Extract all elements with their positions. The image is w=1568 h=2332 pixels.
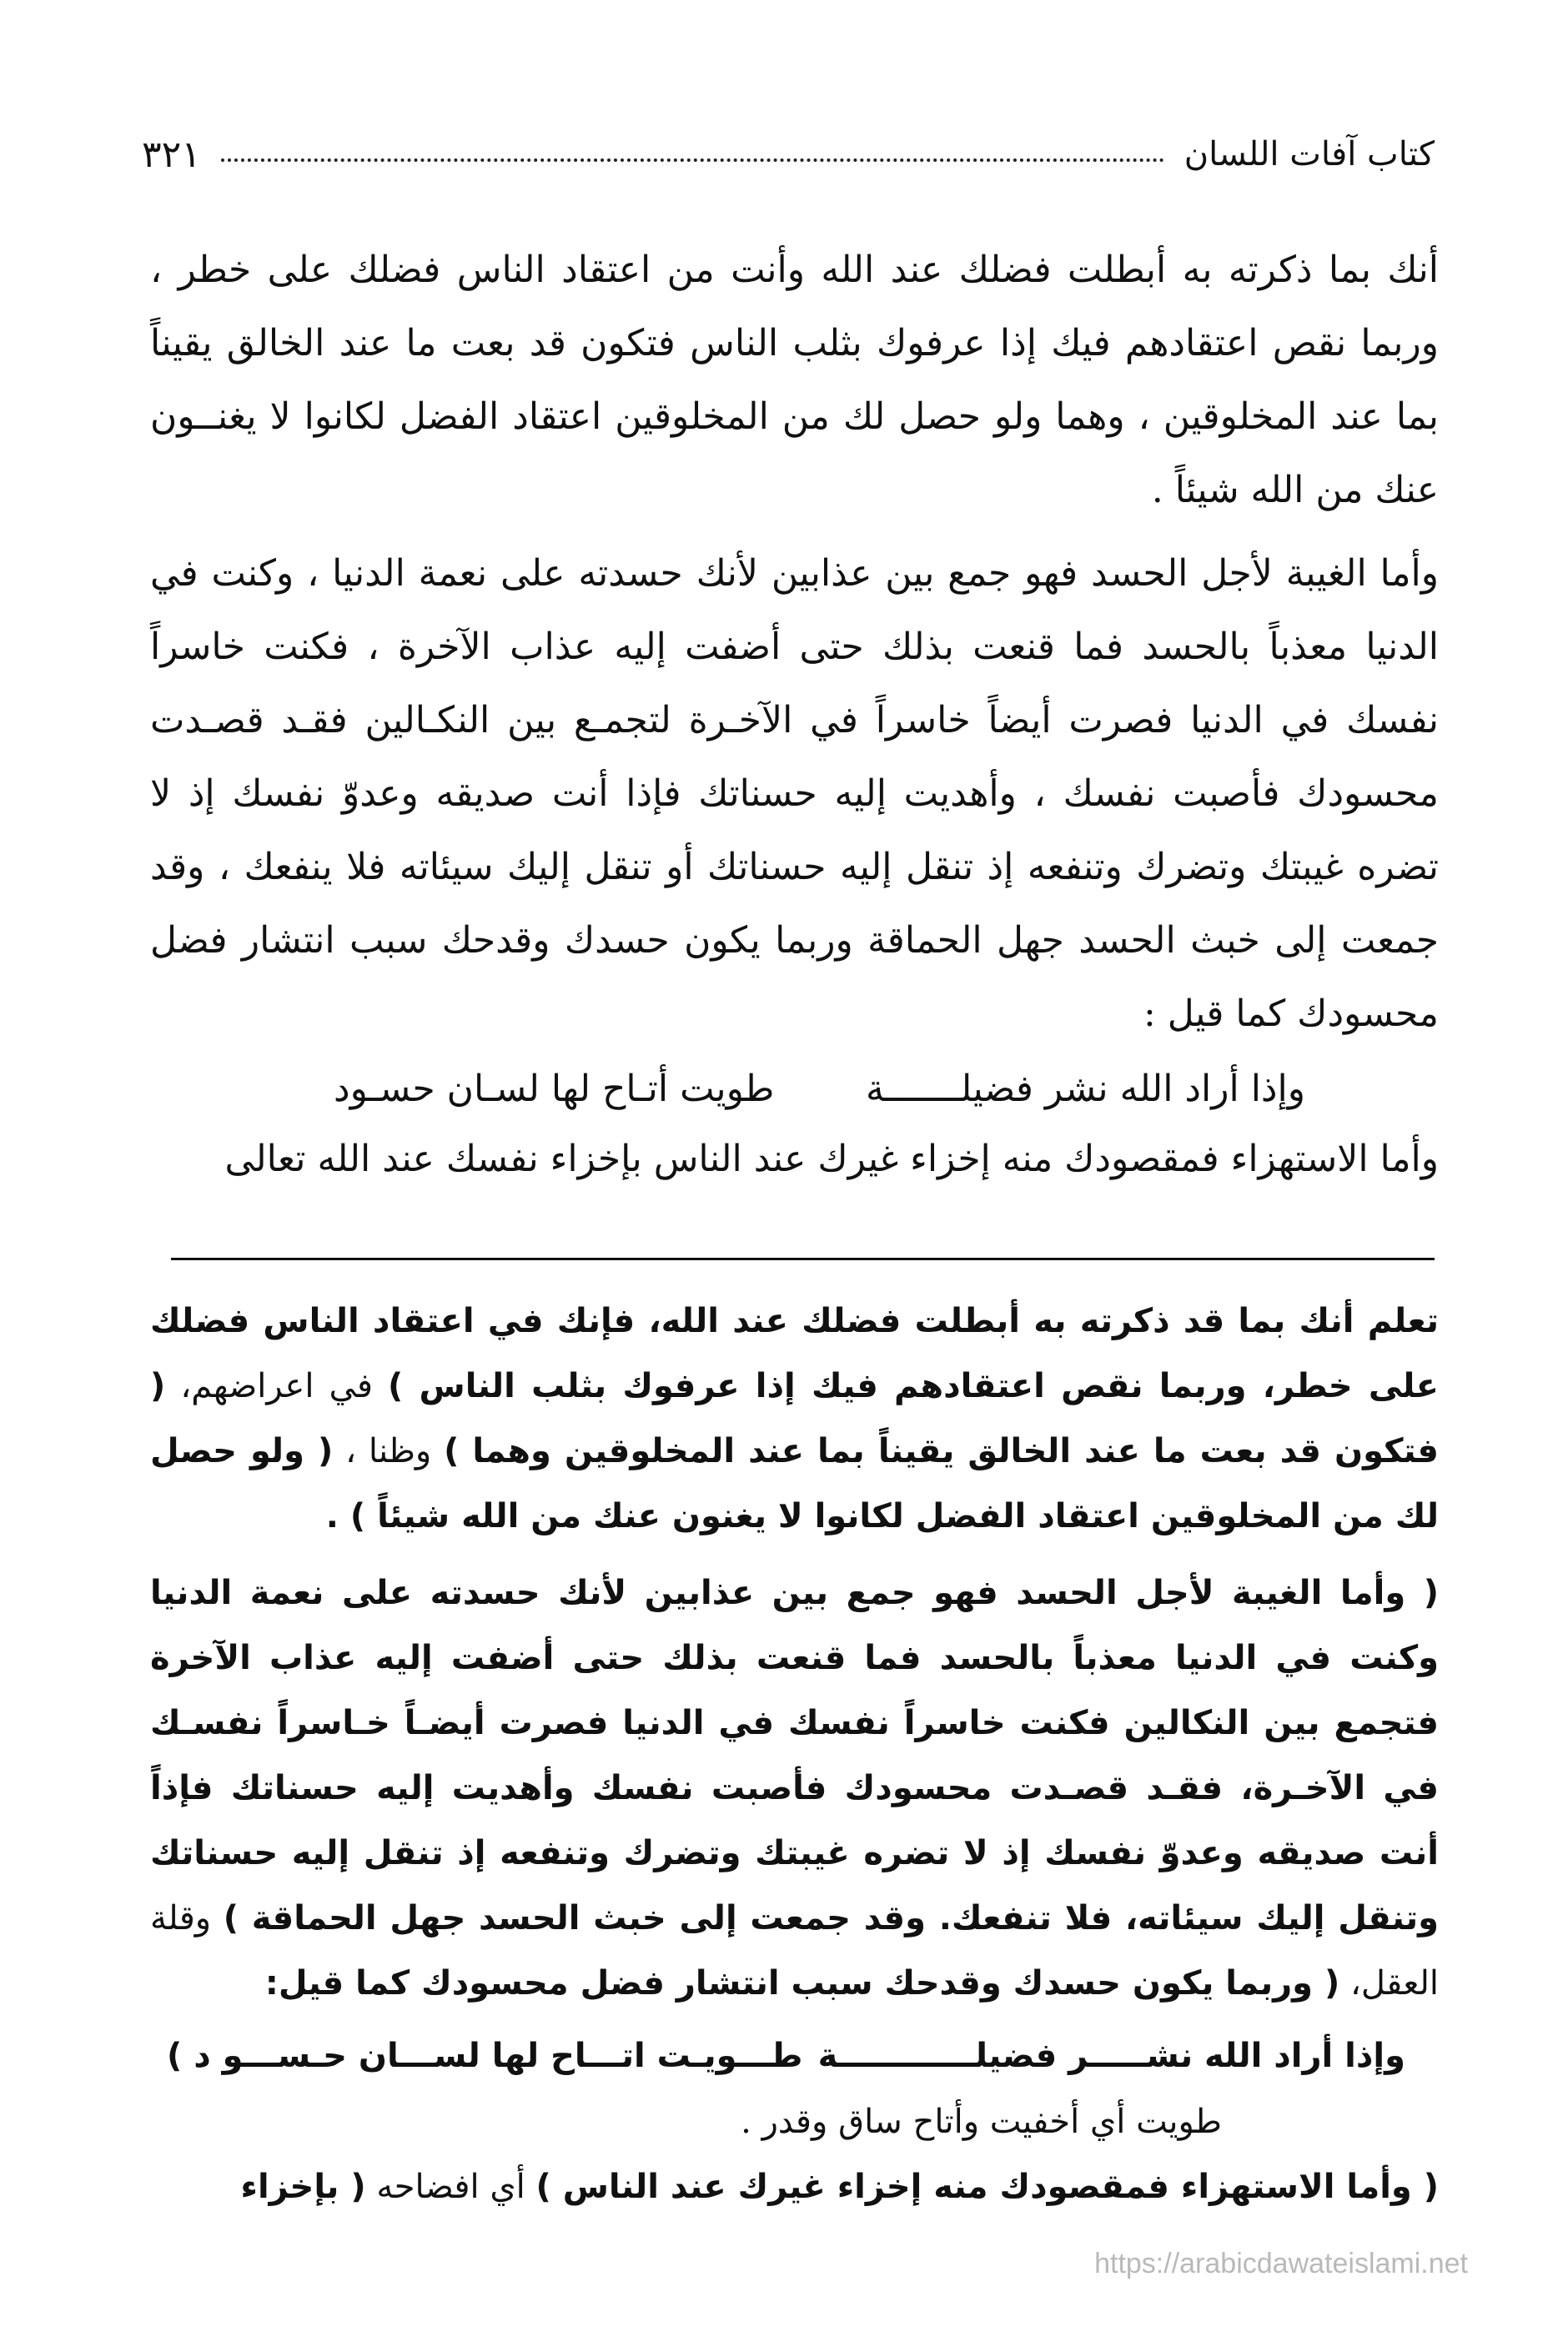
main-last-line: وأما الاستهزاء فمقصودك منه إخزاء غيرك عند الناس بإخزاء نفسك عند الله تعالى: [224, 1138, 1439, 1180]
footnote-divider: [171, 1258, 1435, 1260]
verse-second-hemistich: طـــويـت اتـــاح لها لســـان حـســـو د ): [167, 2037, 803, 2075]
running-header: [142, 125, 1435, 183]
verse-first-hemistich: وإذا أراد الله نشـــــر فضيلــــــــــــة: [817, 2037, 1405, 2075]
commentary-paragraph-3: [150, 2154, 1439, 2219]
verse-gloss: طويت أي أخفيت وأتاح ساق وقدر .: [741, 2103, 1222, 2141]
commentary-quote: ( وربما يكون حسدك وقدحك سبب انتشار فضل محسودك كما قيل:: [264, 1964, 1340, 2003]
source-watermark: https://arabicdawateislami.net: [1094, 2248, 1468, 2279]
commentary-quote: ( ولو حصل لك من المخلوقين اعتقاد الفضل لكانوا لا يغنون عنك من الله شيئاً ) .: [150, 1432, 1439, 1535]
commentary-paragraph-2: [150, 1561, 1439, 2016]
commentary-gloss-inline: في اعراضهم،: [165, 1367, 389, 1405]
commentary-quote: تعلم أنك بما قد ذكرته به أبطلت فضلك عند الله، فإنك في اعتقاد الناس فضلك على خطر، وربما نقص اعتقادهم فيك إذا عرفوك بثلب الناس ): [150, 1302, 1440, 1405]
commentary-gloss-inline: أي افضاحه: [365, 2168, 536, 2206]
commentary-text: [150, 1289, 1439, 2219]
commentary-verse: [150, 2023, 1439, 2089]
commentary-gloss-inline: وقلة العقل،: [150, 1899, 1439, 2003]
commentary-paragraph-1: [150, 1289, 1439, 1549]
page-number: ٣٢١: [142, 133, 201, 176]
main-paragraph-1: أنك بما ذكرته به أبطلت فضلك عند الله وأنت من اعتقاد الناس فضلك على خطر ، وربما نقص اعتقادهم فيك إذا عرفوك بثلب الناس فتكون قد بعت ما عند الخالق يقيناً بما عند المخلوقين ، وهما ولو حصل لك من المخلوقين اعتقاد الفضل لكانوا لا يغنــون عنك من الله شيئاً .: [150, 249, 1440, 511]
verse-second-hemistich: طويت أتـاح لها لسـان حسـود: [334, 1068, 775, 1110]
book-title: كتاب آفات اللسان: [1184, 135, 1435, 173]
main-paragraph-2: وأما الغيبة لأجل الحسد فهو جمع بين عذابين لأنك حسدته على نعمة الدنيا ، وكنت في الدنيا معذباً بالحسد فما قنعت بذلك حتى أضفت إليه عذاب الآخرة ، فكنت خاسراً نفسك في الدنيا فصرت أيضاً خاسراً في الآخـرة لتجمـع بين النكـالين فقـد قصـدت محسودك فأصبت نفسك ، وأهديت إليه حسناتك فإذا أنت صديقه وعدوّ نفسك إذ لا تضره غيبتك وتضرك وتنفعه إذ تنقل إليه حسناتك أو تنقل إليك سيئاته فلا ينفعك ، وقد جمعت إلى خبث الحسد جهل الحماقة وربما يكون حسدك وقدحك سبب انتشار فضل محسودك كما قيل :: [150, 552, 1439, 1035]
commentary-quote: ( بإخزاء: [240, 2168, 366, 2206]
commentary-quote: ( وأما الغيبة لأجل الحسد فهو جمع بين عذابين لأنك حسدته على نعمة الدنيا وكنت في الدنيا معذباً بالحسد فما قنعت بذلك حتى أضفت إليه عذاب الآخرة فتجمع بين النكالين فكنت خاسراً نفسك في الدنيا فصرت أيضـاً خـاسراً نفسـك في الآخـرة، فقـد قصـدت محسودك فأصبت نفسك وأهديت إليه حسناتك فإذاً أنت صديقه وعدوّ نفسك إذ لا تضره غيبتك وتضرك وتنفعه إذ تنقل إليه حسناتك وتنقل إليك سيئاته، فلا تنفعك. وقد جمعت إلى خبث الحسد جهل الحماقة ): [150, 1574, 1439, 1937]
verse-first-hemistich: وإذا أراد الله نشر فضيلـــــــة: [866, 1068, 1305, 1110]
commentary-quote: ( فتكون قد بعت ما عند الخالق يقيناً بما عند المخلوقين وهما ): [150, 1367, 1439, 1470]
main-text: [150, 234, 1439, 1196]
commentary-gloss-inline: وظنا ،: [333, 1432, 445, 1470]
dot-leader: [221, 158, 1164, 162]
commentary-quote: ( وأما الاستهزاء فمقصودك منه إخزاء غيرك عند الناس ): [535, 2168, 1439, 2206]
main-verse: [150, 1056, 1439, 1123]
